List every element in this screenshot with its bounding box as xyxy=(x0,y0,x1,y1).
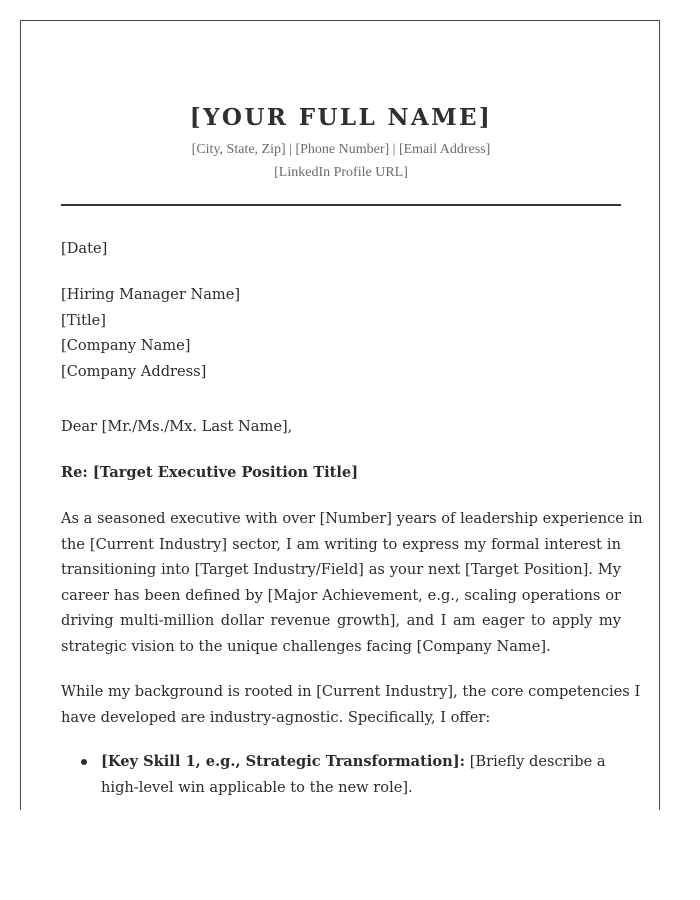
paragraph-intro xyxy=(61,506,643,659)
paragraph-line: transitioning into [Target Industry/Field] as your next [Target Position]. My xyxy=(61,561,621,578)
header-divider xyxy=(61,204,621,206)
linkedin-url: [LinkedIn Profile URL] xyxy=(274,165,408,180)
paragraph-competencies xyxy=(61,679,641,730)
list-item xyxy=(61,749,621,800)
paragraph-line: driving multi-million dollar revenue growth], and I am eager to apply my xyxy=(61,612,621,629)
paragraph-line: the [Current Industry] sector, I am writing to express my formal interest in xyxy=(61,535,621,553)
paragraph-line: While my background is rooted in [Current Industry], the core competencies I xyxy=(61,683,641,700)
skill-description: [Briefly describe a xyxy=(465,753,606,770)
letter-date: [Date] xyxy=(61,240,108,257)
recipient-address: [Company Address] xyxy=(61,363,207,380)
skill-description-continued: high-level win applicable to the new role]. xyxy=(101,778,413,796)
recipient-company: [Company Name] xyxy=(61,337,191,354)
paragraph-line: have developed are industry-agnostic. Specifically, I offer: xyxy=(61,708,491,726)
subject-line: Re: [Target Executive Position Title] xyxy=(61,464,359,481)
letter-page xyxy=(20,20,660,810)
recipient-manager: [Hiring Manager Name] xyxy=(61,286,241,303)
recipient-title: [Title] xyxy=(61,312,106,329)
bullet-first-line xyxy=(101,749,621,775)
paragraph-line: career has been defined by [Major Achievement, e.g., scaling operations or xyxy=(61,586,621,604)
skills-list xyxy=(61,749,621,800)
contact-info: [City, State, Zip] | [Phone Number] | [Email Address] xyxy=(191,142,491,157)
paragraph-line: strategic vision to the unique challenges facing [Company Name]. xyxy=(61,637,551,655)
skill-label: [Key Skill 1, e.g., Strategic Transformation]: xyxy=(101,753,466,770)
salutation: Dear [Mr./Ms./Mx. Last Name], xyxy=(61,418,293,435)
bullet-icon xyxy=(81,759,87,765)
applicant-name: [YOUR FULL NAME] xyxy=(189,104,493,131)
paragraph-line: As a seasoned executive with over [Number] years of leadership experience in xyxy=(61,510,643,527)
